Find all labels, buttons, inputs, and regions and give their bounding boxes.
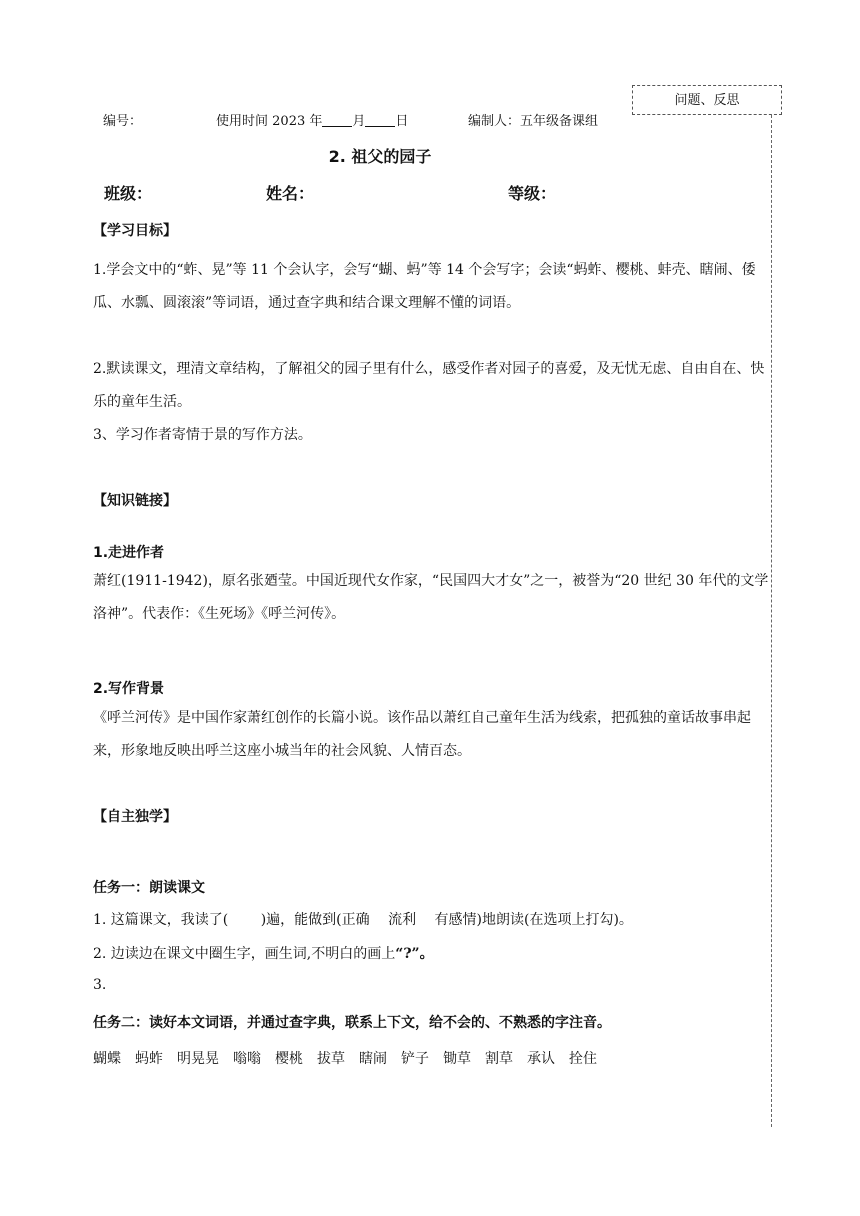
vocab-word: 拴住 bbox=[569, 1051, 597, 1067]
vocab-word: 蝴蝶 bbox=[93, 1051, 121, 1067]
task1-item2 bbox=[93, 943, 434, 963]
year: 2023 年 bbox=[272, 114, 323, 129]
day-blank bbox=[365, 114, 395, 127]
day-suffix: 日 bbox=[395, 114, 409, 129]
vocab-word: 瞎闹 bbox=[359, 1051, 387, 1067]
task2-title: 任务二：读好本文词语，并通过查字典，联系上下文，给不会的、不熟悉的字注音。 bbox=[93, 1015, 611, 1031]
background-title: 2.写作背景 bbox=[93, 681, 165, 697]
vocab-word: 铲子 bbox=[401, 1051, 429, 1067]
grade-label: 等级： bbox=[508, 184, 557, 203]
knowledge-heading: 【知识链接】 bbox=[93, 493, 177, 509]
author-title: 1.走进作者 bbox=[93, 545, 165, 561]
vocab-word: 嗡嗡 bbox=[233, 1051, 261, 1067]
usage-time bbox=[216, 110, 408, 129]
task1-item2-text: 2. 边读边在课文中圈生字，画生词,不明白的画上 bbox=[93, 946, 396, 962]
task1-item3: 3. bbox=[93, 977, 107, 993]
vocab-word: 锄草 bbox=[443, 1051, 471, 1067]
page-title: 2. 祖父的园子 bbox=[328, 147, 432, 166]
vocab-word: 蚂蚱 bbox=[135, 1051, 163, 1067]
vocab-word: 割草 bbox=[485, 1051, 513, 1067]
class-label: 班级： bbox=[104, 184, 153, 203]
month-suffix: 月 bbox=[352, 114, 366, 129]
vocabulary-list bbox=[93, 1048, 597, 1068]
self-study-heading: 【自主独学】 bbox=[93, 809, 177, 825]
vocab-word: 拔草 bbox=[317, 1051, 345, 1067]
vocab-word: 承认 bbox=[527, 1051, 555, 1067]
author-text: 萧红(1911-1942)，原名张廼莹。中国近现代女作家，“民国四大才女”之一，被誉为“20 世纪 30 年代的文学洛神”。代表作：《生死场》《呼兰河传》。 bbox=[93, 573, 769, 622]
number-label: 编号： bbox=[103, 114, 143, 129]
reflection-column-divider bbox=[771, 115, 772, 1127]
vocab-word: 樱桃 bbox=[275, 1051, 303, 1067]
editor-label: 编制人：五年级备课组 bbox=[468, 114, 599, 129]
background-text: 《呼兰河传》是中国作家萧红创作的长篇小说。该作品以萧红自己童年生活为线索，把孤独的童话故事串起来，形象地反映出呼兰这座小城当年的社会风貌、人情百态。 bbox=[93, 710, 751, 759]
time-label: 使用时间 bbox=[216, 114, 269, 129]
vocab-word: 明晃晃 bbox=[177, 1051, 219, 1067]
name-label: 姓名： bbox=[266, 184, 315, 203]
objective-3: 3、学习作者寄情于景的写作方法。 bbox=[93, 427, 312, 443]
question-mark-note: “?”。 bbox=[395, 946, 434, 962]
objective-2: 2.默读课文，理清文章结构，了解祖父的园子里有什么，感受作者对园子的喜爱，及无忧无虑、自由自在、快乐的童年生活。 bbox=[93, 361, 765, 410]
month-blank bbox=[322, 114, 352, 127]
objective-1: 1.学会文中的“蚱、晃”等 11 个会认字，会写“蝴、蚂”等 14 个会写字；会读“蚂蚱、樱桃、蚌壳、瞎闹、倭瓜、水瓢、圆滚滚”等词语，通过查字典和结合课文理解不懂的词语。 bbox=[93, 262, 756, 311]
reflection-column-title: 问题、反思 bbox=[632, 85, 782, 115]
task1-item1: 1. 这篇课文，我读了( )遍，能做到(正确 流利 有感情)地朗读(在选项上打勾)。 bbox=[93, 912, 633, 928]
objectives-heading: 【学习目标】 bbox=[93, 223, 177, 239]
task1-title: 任务一：朗读课文 bbox=[93, 880, 205, 896]
